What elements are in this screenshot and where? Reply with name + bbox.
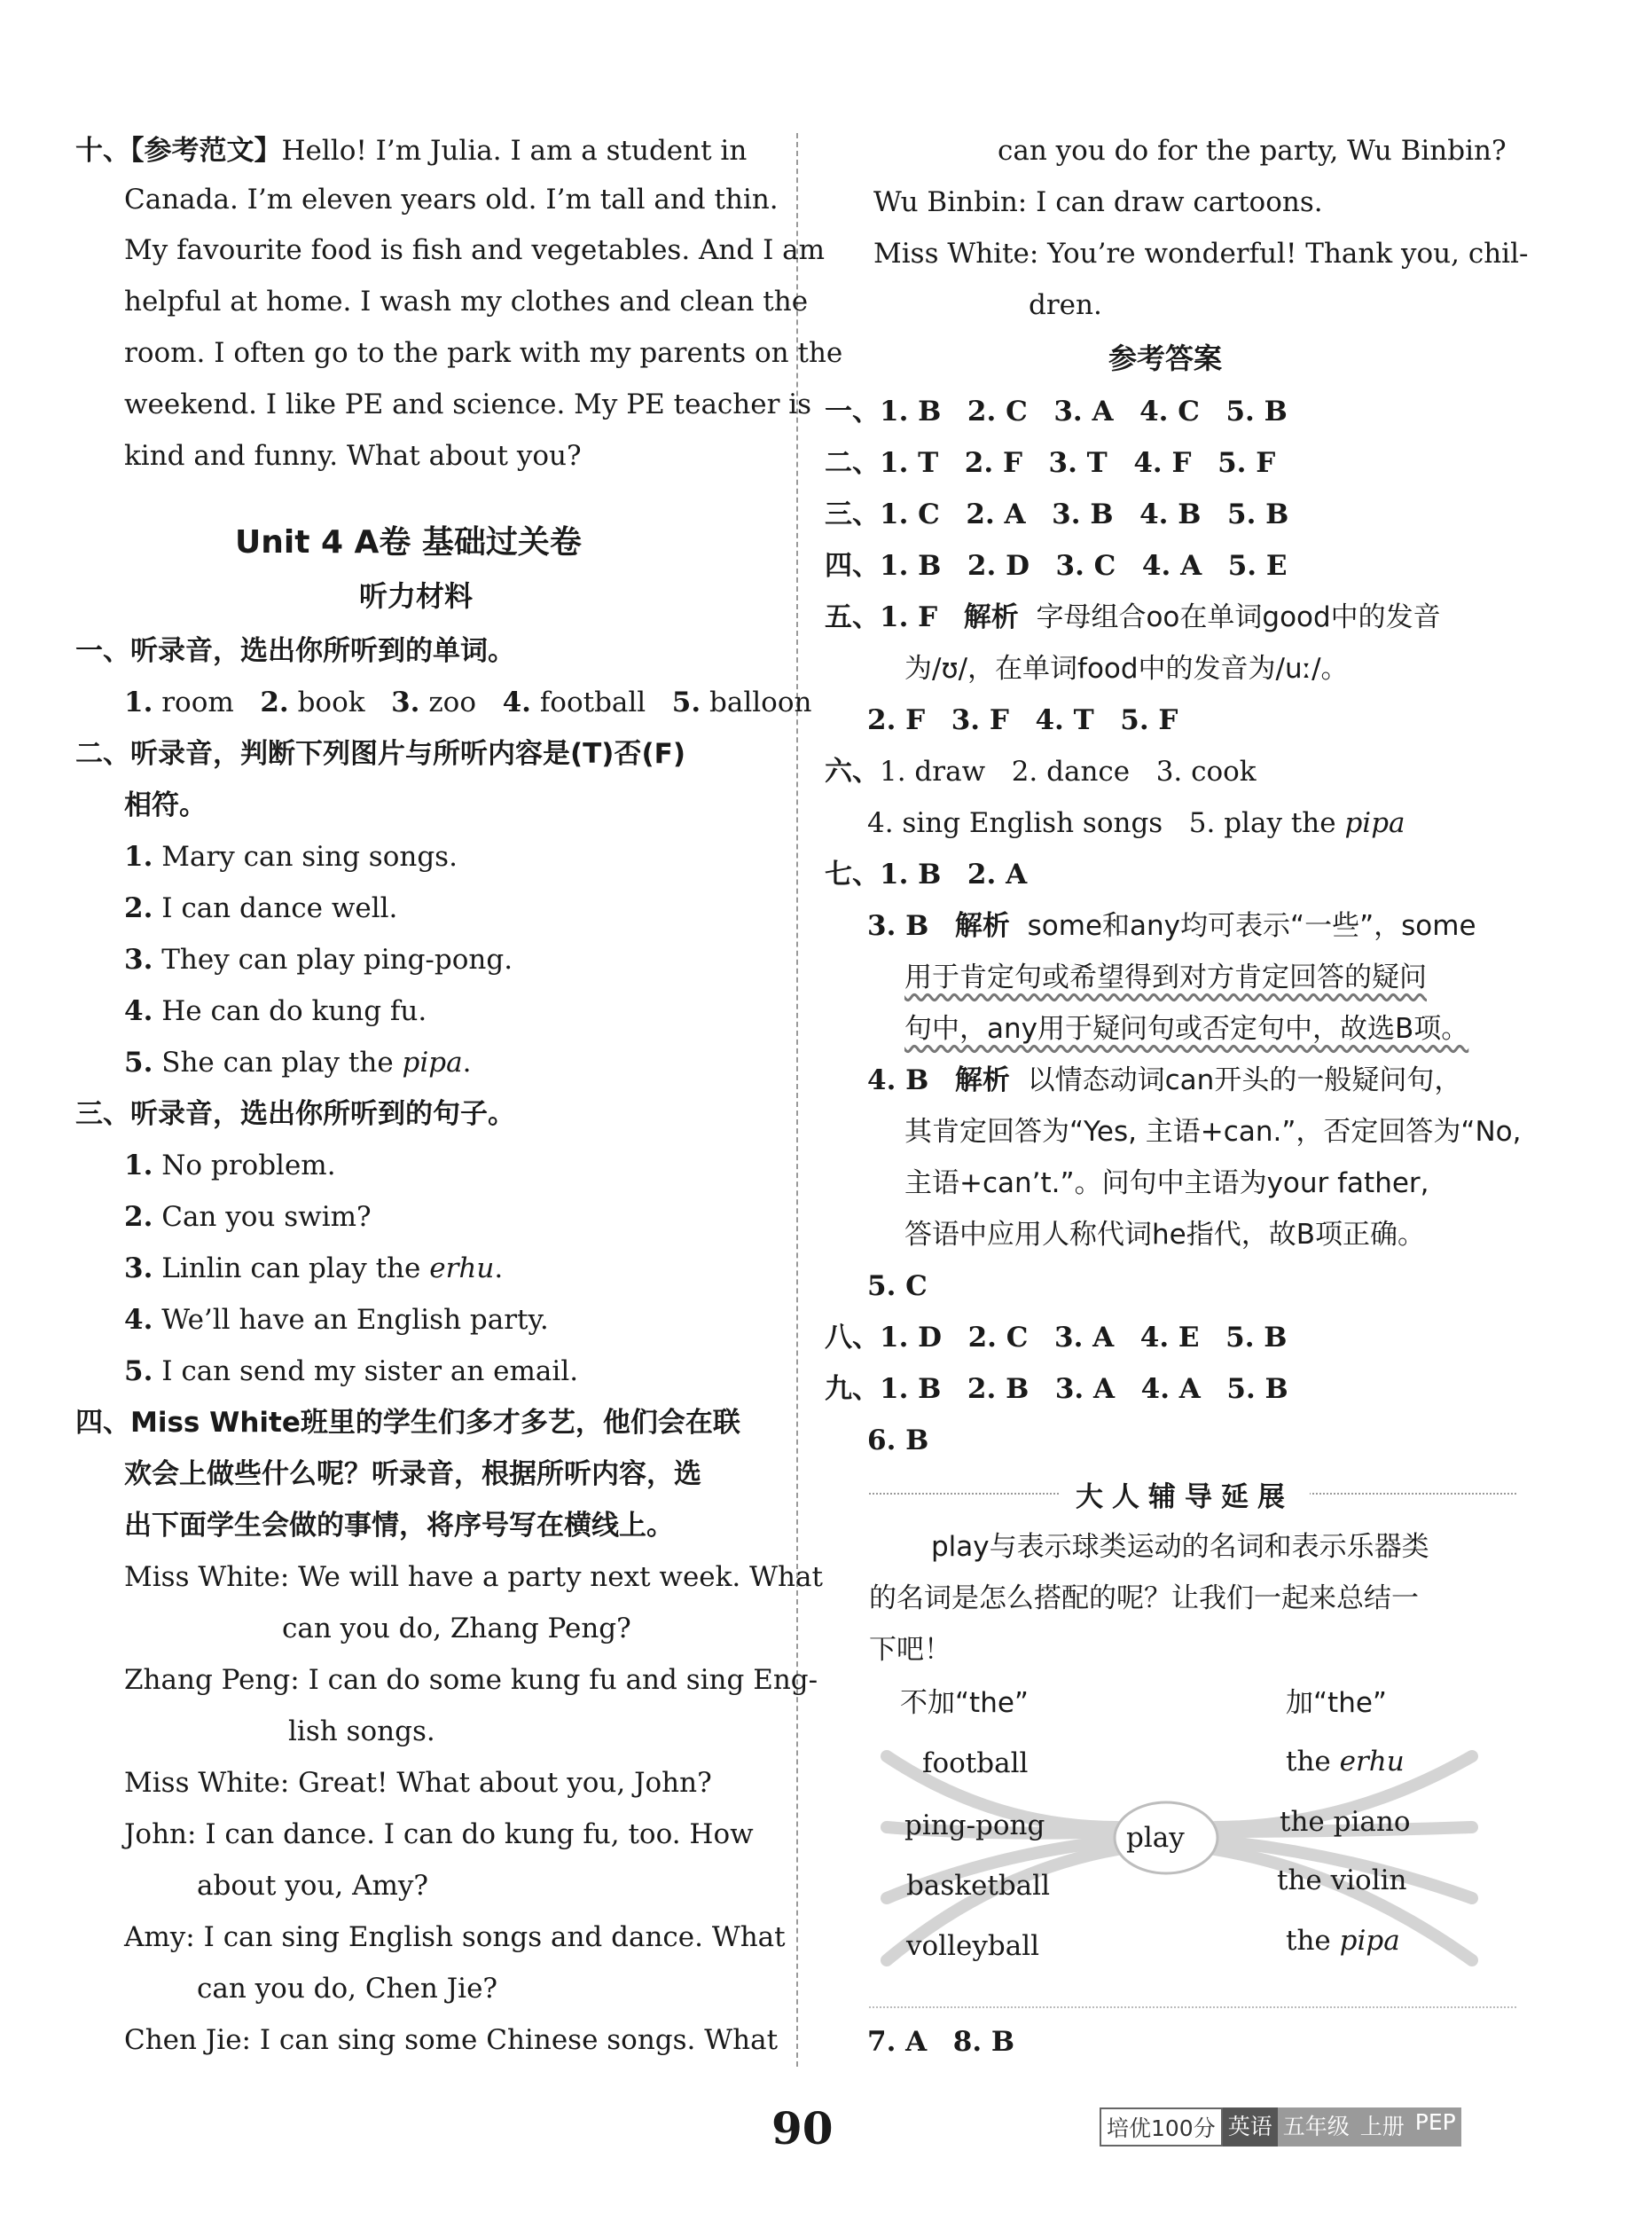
- mindmap-right-item: the piano: [1280, 1806, 1411, 1838]
- s2-item: 4. He can do kung fu.: [124, 995, 427, 1027]
- no-the-label: 不加“the”: [900, 1687, 1029, 1719]
- answer-row-9: 九、1. B 2. B 3. A 4. A 5. B: [825, 1373, 1288, 1405]
- mindmap-left-item: ping-pong: [904, 1809, 1045, 1841]
- edition-label: PEP: [1410, 2107, 1461, 2147]
- answer-7-3-exp: 句中，any用于疑问句或否定句中，故选B项。: [904, 1013, 1469, 1045]
- essay-line-7: kind and funny. What about you?: [124, 440, 582, 472]
- dialogue-cont: dren.: [1029, 289, 1102, 321]
- answer-7-3-exp: 用于肯定句或希望得到对方肯定回答的疑问: [904, 961, 1427, 993]
- mindmap-right-item: the pipa: [1286, 1925, 1400, 1957]
- footer-badge: [1100, 2107, 1461, 2147]
- term-label: 上册: [1355, 2107, 1410, 2147]
- tip-bottom-rule: [869, 2006, 1516, 2008]
- dialogue-line: can you do, Chen Jie?: [197, 1973, 498, 2005]
- s4-heading-3: 出下面学生会做的事情，将序号写在横线上。: [124, 1510, 674, 1542]
- answer-7-5: 5. C: [867, 1270, 928, 1302]
- s2-heading: 二、听录音，判断下列图片与所听内容是(T)否(F): [75, 738, 685, 770]
- answers-title: 参考答案: [1108, 341, 1223, 375]
- tip-text: play与表示球类运动的名词和表示乐器类: [931, 1531, 1429, 1563]
- answer-row-8: 八、1. D 2. C 3. A 4. E 5. B: [825, 1322, 1288, 1354]
- dialogue-line: Zhang Peng: I can do some kung fu and sing Eng-: [124, 1664, 818, 1696]
- s1-item: 2. book: [260, 687, 365, 718]
- essay-line-3: My favourite food is fish and vegetables. And I am: [124, 234, 826, 266]
- s1-heading: 一、听录音，选出你所听到的单词。: [75, 635, 515, 667]
- answer-row-4: 四、1. B 2. D 3. C 4. A 5. E: [825, 550, 1288, 582]
- s3-item: 4. We’ll have an English party.: [124, 1304, 549, 1336]
- answer-9-6: 6. B: [867, 1425, 929, 1456]
- dialogue-line: lish songs.: [288, 1715, 435, 1747]
- dialogue-line: John: I can dance. I can do kung fu, too. How: [124, 1818, 754, 1850]
- s4-heading-2: 欢会上做些什么呢？听录音，根据所听内容，选: [124, 1458, 701, 1490]
- tip-title: 大人辅导延展: [1060, 1474, 1310, 1514]
- s3-item: 5. I can send my sister an email.: [124, 1355, 579, 1387]
- s1-item: 4. football: [502, 687, 646, 718]
- column-divider: [796, 133, 798, 2067]
- s1-item: 1. room: [124, 687, 234, 718]
- mindmap-left-item: volleyball: [906, 1930, 1040, 1962]
- answer-5-line-1: 五、1. F 解析 字母组合oo在单词good中的发音: [825, 601, 1441, 633]
- page-number: 90: [771, 2102, 834, 2154]
- s1-items: [124, 685, 811, 720]
- answer-6-line-1: 六、1. draw 2. dance 3. cook: [825, 756, 1257, 788]
- essay-line-4: helpful at home. I wash my clothes and clean the: [124, 286, 809, 318]
- answer-6-line-2: 4. sing English songs 5. play the pipa: [867, 807, 1405, 839]
- mindmap-left-item: basketball: [906, 1870, 1050, 1902]
- mindmap-right-item: the violin: [1277, 1864, 1407, 1896]
- grade-label: 五年级: [1278, 2107, 1355, 2147]
- s3-heading: 三、听录音，选出你所听到的句子。: [75, 1098, 515, 1130]
- answer-5-line-2: 为/ʊ/，在单词food中的发音为/uː/。: [904, 653, 1349, 685]
- s3-item: 3. Linlin can play the erhu.: [124, 1252, 504, 1284]
- answer-7-4-exp: 答语中应用人称代词he指代，故B项正确。: [904, 1219, 1425, 1251]
- answer-row-2: 二、1. T 2. F 3. T 4. F 5. F: [825, 447, 1276, 479]
- answer-row-3: 三、1. C 2. A 3. B 4. B 5. B: [825, 498, 1289, 530]
- essay-line-2: Canada. I’m eleven years old. I’m tall and thin.: [124, 184, 779, 216]
- s4-heading-1: 四、Miss White班里的学生们多才多艺，他们会在联: [75, 1407, 740, 1439]
- s2-item: 3. They can play ping-pong.: [124, 944, 513, 976]
- tip-text: 的名词是怎么搭配的呢？让我们一起来总结一: [869, 1582, 1419, 1614]
- s2-item: 1. Mary can sing songs.: [124, 841, 458, 873]
- dialogue-cont: Miss White: You’re wonderful! Thank you, chil-: [873, 238, 1529, 270]
- answer-5-line-3: 2. F 3. F 4. T 5. F: [867, 704, 1178, 736]
- answer-7-4: 4. B 解析 以情态动词can开头的一般疑问句，: [867, 1064, 1462, 1096]
- answer-7-4-exp: 其肯定回答为“Yes, 主语+can.”，否定回答为“No,: [904, 1116, 1522, 1148]
- s2-item: 2. I can dance well.: [124, 892, 398, 924]
- tip-text: 下吧！: [869, 1634, 951, 1666]
- answer-7-4-exp: 主语+can’t.”。问句中主语为your father,: [904, 1167, 1429, 1199]
- s1-item: 5. balloon: [671, 687, 812, 718]
- s1-item: 3. zoo: [391, 687, 477, 718]
- dialogue-cont: Wu Binbin: I can draw cartoons.: [873, 186, 1323, 218]
- mindmap-right-item: the erhu: [1286, 1746, 1405, 1778]
- mindmap-left-item: football: [922, 1747, 1029, 1779]
- dialogue-line: Chen Jie: I can sing some Chinese songs. What: [124, 2024, 779, 2056]
- s2-heading-cont: 相符。: [124, 789, 207, 821]
- s2-item: 5. She can play the pipa.: [124, 1047, 472, 1079]
- answer-7-3: 3. B 解析 some和any均可表示“一些”，some: [867, 910, 1476, 942]
- subject-label: 英语: [1223, 2107, 1278, 2147]
- answer-row-1: 一、1. B 2. C 3. A 4. C 5. B: [825, 396, 1288, 428]
- with-the-label: 加“the”: [1286, 1687, 1387, 1719]
- answer-7-line-1: 七、1. B 2. A: [825, 859, 1028, 891]
- essay-line-6: weekend. I like PE and science. My PE teacher is: [124, 389, 812, 420]
- listening-title: 听力材料: [359, 579, 474, 613]
- s3-item: 2. Can you swim?: [124, 1201, 372, 1233]
- dialogue-cont: can you do for the party, Wu Binbin?: [998, 135, 1507, 167]
- dialogue-line: Miss White: Great! What about you, John?: [124, 1767, 712, 1799]
- book-title: 培优100分: [1100, 2107, 1223, 2147]
- dialogue-line: Miss White: We will have a party next week. What: [124, 1561, 823, 1593]
- play-center: play: [1126, 1822, 1185, 1854]
- dialogue-line: Amy: I can sing English songs and dance. What: [124, 1921, 786, 1953]
- answer-9-tail: 7. A 8. B: [867, 2026, 1015, 2058]
- unit-title: Unit 4 A卷 基础过关卷: [235, 524, 582, 561]
- essay-line-5: room. I often go to the park with my parents on the: [124, 337, 843, 369]
- essay-line-1: 十、【参考范文】Hello! I’m Julia. I am a student in: [75, 135, 748, 167]
- s3-item: 1. No problem.: [124, 1150, 336, 1181]
- dialogue-line: about you, Amy?: [197, 1870, 429, 1902]
- dialogue-line: can you do, Zhang Peng?: [282, 1613, 631, 1644]
